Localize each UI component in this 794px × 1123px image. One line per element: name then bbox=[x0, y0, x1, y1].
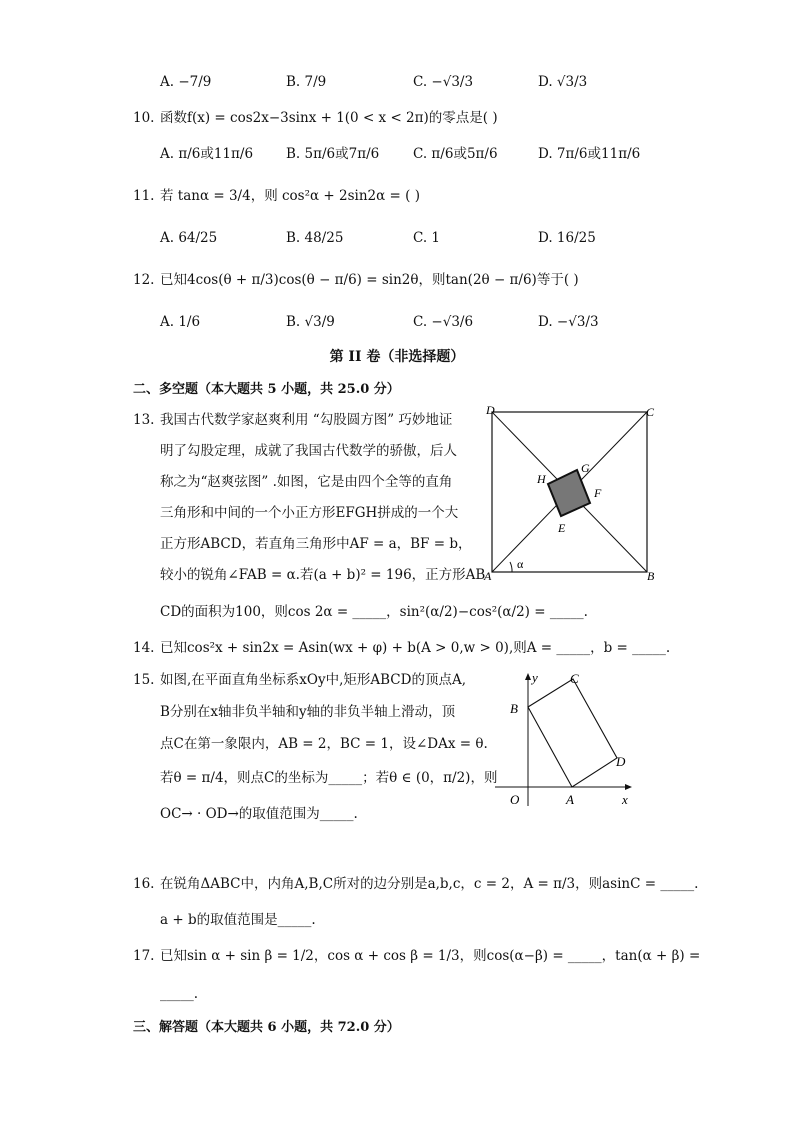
q13-line: 正方形ABCD，若直角三角形中AF = a，BF = b， bbox=[160, 536, 472, 552]
q9-option-d: D. √3/3 bbox=[538, 74, 588, 90]
q10-stem: 函数f(x) = cos2x−3sinx + 1(0 < x < 2π)的零点是( ) bbox=[160, 110, 498, 126]
label-b: B bbox=[647, 569, 655, 583]
label-f: F bbox=[594, 486, 602, 500]
zhao-shuang-diagram bbox=[480, 400, 660, 585]
q13-number: 13. bbox=[133, 412, 155, 428]
q12-option-d: D. −√3/3 bbox=[538, 314, 599, 330]
q15-line: 若θ = π/4，则点C的坐标为_____；若θ ∈ (0，π/2)，则 bbox=[160, 770, 498, 786]
q15-line: 如图,在平面直角坐标系xOy中,矩形ABCD的顶点A, bbox=[160, 672, 467, 688]
q13-line: 较小的锐角∠FAB = α.若(a + b)² = 196，正方形AB bbox=[160, 567, 486, 583]
q12-number: 12. bbox=[133, 272, 155, 288]
q15-line: 点C在第一象限内，AB = 2，BC = 1，设∠DAx = θ. bbox=[160, 736, 488, 752]
q15-line: OC→ · OD→的取值范围为_____. bbox=[160, 806, 358, 822]
label-g: G bbox=[581, 461, 590, 475]
q11-stem: 若 tanα = 3/4，则 cos²α + 2sin2α = ( ) bbox=[160, 188, 420, 204]
label-b: B bbox=[510, 701, 518, 716]
q16-line: a + b的取值范围是_____. bbox=[160, 912, 316, 928]
q15-line: B分别在x轴非负半轴和y轴的非负半轴上滑动，顶 bbox=[160, 704, 456, 720]
q10-option-c: C. π/6或5π/6 bbox=[413, 146, 498, 162]
label-a: A bbox=[566, 792, 574, 807]
q10-option-a: A. π/6或11π/6 bbox=[160, 146, 254, 162]
label-c: C bbox=[570, 671, 579, 686]
q13-line: 我国古代数学家赵爽利用 “勾股圆方图” 巧妙地证 bbox=[160, 412, 453, 428]
q12-option-c: C. −√3/6 bbox=[413, 314, 474, 330]
q13-line: CD的面积为100，则cos 2α = _____，sin²(α/2)−cos²(α/2) = _____. bbox=[160, 604, 588, 620]
q17-line: 已知sin α + sin β = 1/2，cos α + cos β = 1/3，则cos(α−β) = _____，tan(α + β) = bbox=[160, 948, 701, 964]
q14-number: 14. bbox=[133, 640, 155, 656]
q13-line: 称之为“赵爽弦图” .如图，它是由四个全等的直角 bbox=[160, 474, 453, 490]
label-alpha: α bbox=[517, 557, 524, 571]
q11-number: 11. bbox=[133, 188, 155, 204]
label-a: A bbox=[484, 569, 492, 583]
q17-number: 17. bbox=[133, 948, 155, 964]
label-c: C bbox=[646, 405, 655, 419]
q17-line: _____. bbox=[160, 986, 199, 1002]
q10-option-d: D. 7π/6或11π/6 bbox=[538, 146, 641, 162]
section3-header: 三、解答题（本大题共 6 小题，共 72.0 分） bbox=[133, 1020, 400, 1035]
label-o: O bbox=[510, 792, 520, 807]
q10-option-b: B. 5π/6或7π/6 bbox=[286, 146, 380, 162]
q13-line: 三角形和中间的一个小正方形EFGH拼成的一个大 bbox=[160, 505, 459, 521]
q12-option-a: A. 1/6 bbox=[160, 314, 201, 330]
q16-line: 在锐角ΔABC中，内角A,B,C所对的边分别是a,b,c，c = 2，A = π/3，则asinC = _____. bbox=[160, 876, 699, 892]
label-x: x bbox=[622, 792, 628, 807]
label-d: D bbox=[616, 754, 626, 769]
label-e: E bbox=[558, 521, 566, 535]
section2-header: 二、多空题（本大题共 5 小题，共 25.0 分） bbox=[133, 382, 400, 397]
q11-option-a: A. 64/25 bbox=[160, 230, 218, 246]
q12-stem: 已知4cos(θ + π/3)cos(θ − π/6) = sin2θ，则tan(2θ − π/6)等于( ) bbox=[160, 272, 579, 288]
coordinate-diagram bbox=[490, 666, 640, 811]
q12-option-b: B. √3/9 bbox=[286, 314, 335, 330]
q16-number: 16. bbox=[133, 876, 155, 892]
q11-option-c: C. 1 bbox=[413, 230, 441, 246]
label-h: H bbox=[537, 472, 546, 486]
q9-option-b: B. 7/9 bbox=[286, 74, 327, 90]
q15-number: 15. bbox=[133, 672, 155, 688]
q11-option-b: B. 48/25 bbox=[286, 230, 344, 246]
q10-number: 10. bbox=[133, 110, 155, 126]
q9-option-a: A. −7/9 bbox=[160, 74, 212, 90]
label-y: y bbox=[532, 670, 538, 685]
label-d: D bbox=[486, 403, 495, 417]
q13-line: 明了勾股定理，成就了我国古代数学的骄傲，后人 bbox=[160, 443, 457, 459]
part2-title: 第 II 卷（非选择题） bbox=[329, 349, 465, 365]
q14-stem: 已知cos²x + sin2x = Asin(wx + φ) + b(A > 0,w > 0),则A = _____，b = _____. bbox=[160, 640, 671, 656]
q9-option-c: C. −√3/3 bbox=[413, 74, 474, 90]
q11-option-d: D. 16/25 bbox=[538, 230, 596, 246]
